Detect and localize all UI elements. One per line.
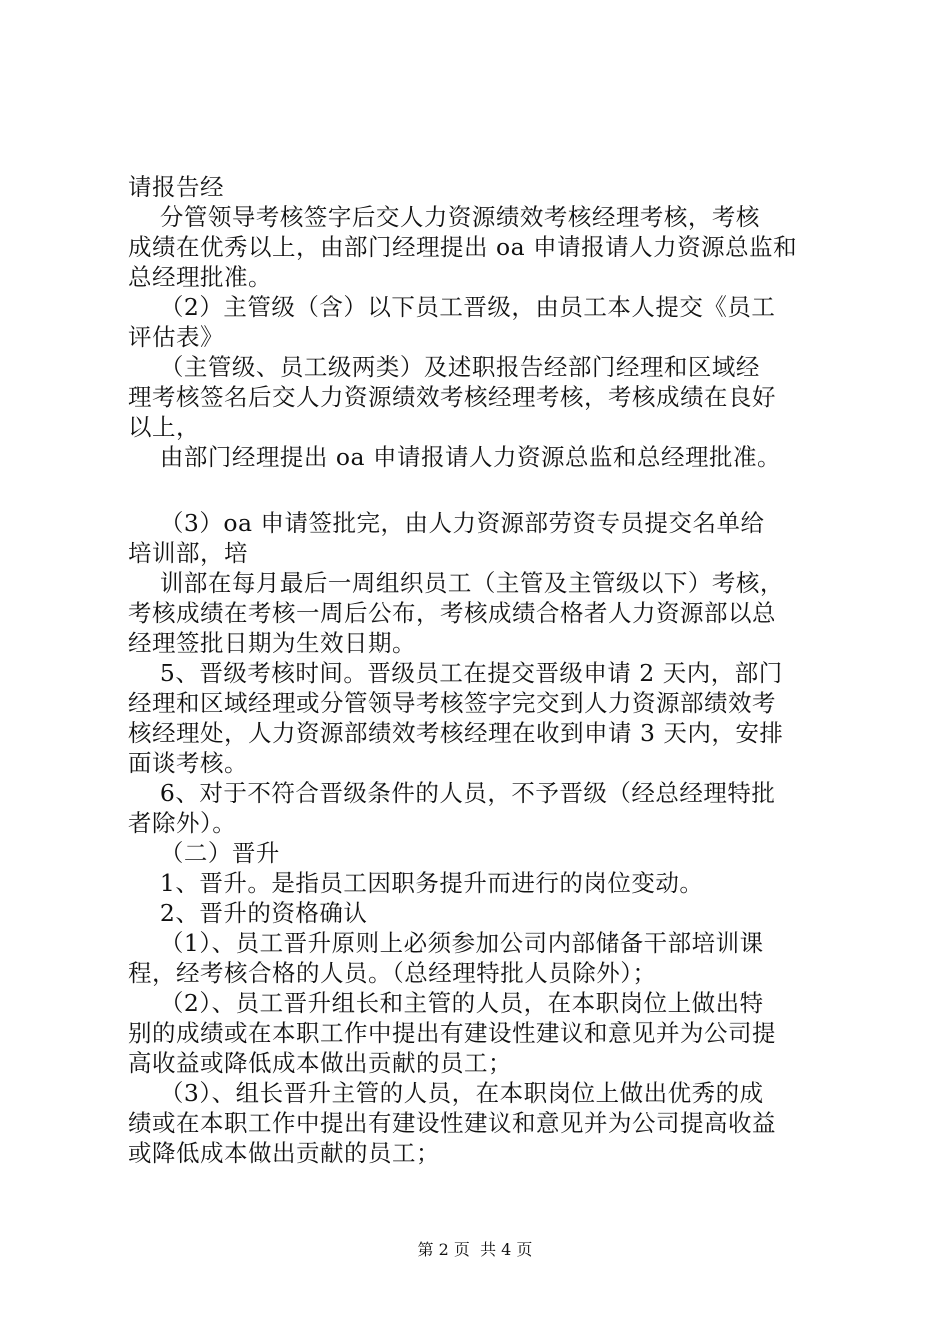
text-line: （主管级、员工级两类）及述职报告经部门经理和区域经 <box>128 353 760 381</box>
text-line: 由部门经理提出 oa 申请报请人力资源总监和总经理批准。 <box>128 443 781 471</box>
text-line: （二）晋升 <box>128 839 280 867</box>
text-line: （1）、员工晋升原则上必须参加公司内部储备干部培训课 <box>128 929 764 957</box>
text-line: （3）、组长晋升主管的人员，在本职岗位上做出优秀的成 <box>128 1079 764 1107</box>
text-line: 1、晋升。是指员工因职务提升而进行的岗位变动。 <box>128 869 704 897</box>
text-line: 者除外）。 <box>128 809 237 837</box>
text-line: 训部在每月最后一周组织员工（主管及主管级以下）考核， <box>128 569 784 597</box>
text-line: （2）、员工晋升组长和主管的人员，在本职岗位上做出特 <box>128 989 764 1017</box>
text-line: 理考核签名后交人力资源绩效考核经理考核，考核成绩在良好 <box>128 383 776 411</box>
page-number-footer: 第 2 页 共 4 页 <box>417 1240 533 1259</box>
text-line: 分管领导考核签字后交人力资源绩效考核经理考核，考核 <box>128 203 760 231</box>
text-line: 总经理批准。 <box>128 263 272 291</box>
paragraph-gap <box>128 472 834 508</box>
document-body <box>128 172 834 1168</box>
text-line: （2）主管级（含）以下员工晋级，由员工本人提交《员工 <box>128 293 776 321</box>
text-line: 5、晋级考核时间。晋级员工在提交晋级申请 2 天内，部门 <box>128 659 783 687</box>
text-line: （3）oa 申请签批完，由人力资源部劳资专员提交名单给 <box>128 509 765 537</box>
text-line: 别的成绩或在本职工作中提出有建设性建议和意见并为公司提 <box>128 1019 776 1047</box>
text-line: 评估表》 <box>128 323 224 351</box>
text-line: 高收益或降低成本做出贡献的员工； <box>128 1049 512 1077</box>
text-line: 成绩在优秀以上，由部门经理提出 oa 申请报请人力资源总监和 <box>128 233 798 261</box>
text-line: 核经理处，人力资源部绩效考核经理在收到申请 3 天内，安排 <box>128 719 784 747</box>
text-line: 6、对于不符合晋级条件的人员，不予晋级（经总经理特批 <box>128 779 776 807</box>
text-line: 面谈考核。 <box>128 749 248 777</box>
text-line: 考核成绩在考核一周后公布，考核成绩合格者人力资源部以总 <box>128 599 776 627</box>
text-line: 2、晋升的资格确认 <box>128 899 368 927</box>
text-line: 经理和区域经理或分管领导考核签字完交到人力资源部绩效考 <box>128 689 776 717</box>
text-line: 以上， <box>128 413 200 441</box>
text-line: 程，经考核合格的人员。（总经理特批人员除外）； <box>128 959 657 987</box>
text-line: 经理签批日期为生效日期。 <box>128 629 416 657</box>
text-line: 或降低成本做出贡献的员工； <box>128 1139 440 1167</box>
text-line: 请报告经 <box>128 173 224 201</box>
text-line: 培训部，培 <box>128 539 248 567</box>
text-line: 绩或在本职工作中提出有建设性建议和意见并为公司提高收益 <box>128 1109 776 1137</box>
